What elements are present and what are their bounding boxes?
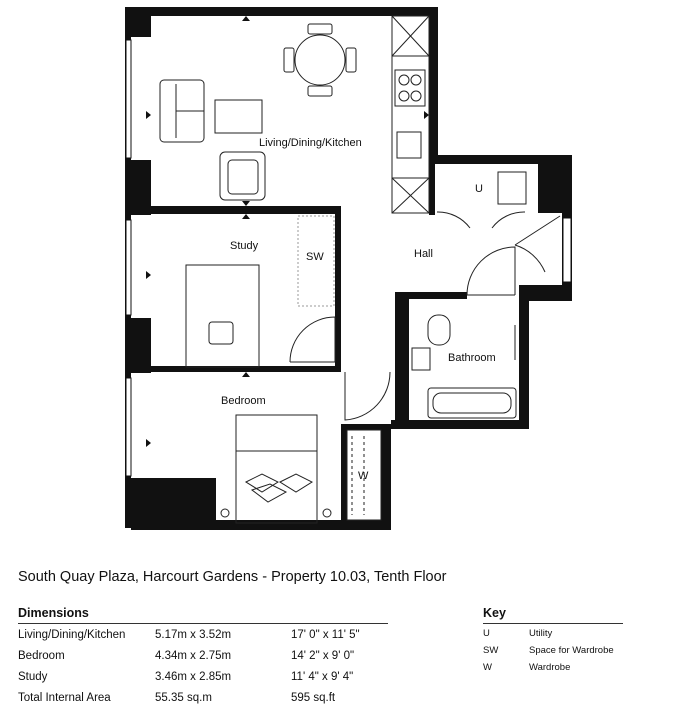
bathroom-door bbox=[467, 247, 515, 295]
room-utility: U bbox=[475, 183, 483, 195]
dimension-imperial: 14' 2" x 9' 0" bbox=[291, 650, 355, 662]
bedside-right bbox=[323, 509, 331, 517]
hob bbox=[395, 70, 425, 106]
utility-doors bbox=[437, 212, 525, 228]
wall-wardrobe-left bbox=[341, 424, 347, 530]
study-door bbox=[290, 317, 335, 362]
wall-bath-left bbox=[395, 292, 409, 429]
dimension-metric: 55.35 sq.m bbox=[155, 692, 212, 704]
key-code: W bbox=[483, 662, 492, 673]
dimension-metric: 3.46m x 2.85m bbox=[155, 671, 232, 683]
bed bbox=[236, 415, 317, 523]
window-right bbox=[563, 218, 571, 282]
window-bedroom bbox=[126, 378, 131, 476]
dimension-metric: 5.17m x 3.52m bbox=[155, 629, 232, 641]
window-study bbox=[126, 220, 131, 315]
room-bedroom: Bedroom bbox=[221, 395, 266, 407]
pillar-left-upper bbox=[131, 160, 151, 215]
dimension-imperial: 595 sq.ft bbox=[291, 692, 336, 704]
key-item bbox=[483, 645, 673, 659]
room-wardrobe: W bbox=[358, 470, 369, 482]
wall-utility-left bbox=[429, 155, 435, 215]
key-heading: Key bbox=[483, 606, 506, 620]
wall-wardrobe-top bbox=[341, 424, 391, 430]
dimension-room: Bedroom bbox=[18, 650, 65, 662]
pillar-left-lower bbox=[131, 318, 151, 373]
entrance-door bbox=[515, 216, 560, 272]
room-hall: Hall bbox=[414, 248, 433, 260]
dimension-metric: 4.34m x 2.75m bbox=[155, 650, 232, 662]
wall-kitchen-right bbox=[429, 7, 438, 155]
key-meaning: Wardrobe bbox=[529, 662, 571, 673]
key-meaning: Utility bbox=[529, 628, 553, 639]
room-study: Study bbox=[230, 240, 259, 252]
dimension-row bbox=[18, 629, 398, 645]
wall-bottom bbox=[131, 520, 391, 530]
coffee-table bbox=[215, 100, 262, 133]
property-title: South Quay Plaza, Harcourt Gardens - Property 10.03, Tenth Floor bbox=[18, 569, 447, 585]
room-sw: SW bbox=[306, 251, 324, 263]
utility-appliance bbox=[498, 172, 526, 204]
toilet bbox=[428, 315, 450, 345]
key-meaning: Space for Wardrobe bbox=[529, 645, 614, 656]
dimension-room: Study bbox=[18, 671, 48, 683]
pillar-top-left bbox=[131, 7, 151, 37]
dimension-row bbox=[18, 692, 398, 708]
key-code: U bbox=[483, 628, 490, 639]
key-code: SW bbox=[483, 645, 499, 656]
room-bathroom: Bathroom bbox=[448, 352, 496, 364]
dimension-row bbox=[18, 650, 398, 666]
bedside-left bbox=[221, 509, 229, 517]
bedroom-door bbox=[345, 372, 390, 420]
key-item bbox=[483, 662, 673, 676]
sink bbox=[397, 132, 421, 158]
wall-living-study bbox=[151, 206, 341, 214]
dimension-room: Living/Dining/Kitchen bbox=[18, 629, 126, 641]
dining-table bbox=[295, 35, 345, 85]
dimensions-heading: Dimensions bbox=[18, 606, 89, 620]
study-desk bbox=[186, 265, 259, 367]
study-chair bbox=[209, 322, 233, 344]
window-living bbox=[126, 40, 131, 158]
key-divider bbox=[483, 623, 623, 624]
dimension-imperial: 17' 0" x 11' 5" bbox=[291, 629, 360, 641]
wall-top bbox=[131, 7, 438, 16]
wall-utility-top bbox=[429, 155, 572, 164]
key-item bbox=[483, 628, 673, 642]
wall-bath-bottom bbox=[391, 420, 529, 429]
basin bbox=[412, 348, 430, 370]
dimension-room: Total Internal Area bbox=[18, 692, 111, 704]
wall-study-right bbox=[335, 206, 341, 366]
dimension-row bbox=[18, 671, 398, 687]
dimensions-divider bbox=[18, 623, 388, 624]
room-living: Living/Dining/Kitchen bbox=[259, 137, 362, 149]
wall-wardrobe-right bbox=[381, 430, 391, 530]
wall-bath-right bbox=[519, 295, 529, 429]
dimension-imperial: 11' 4" x 9' 4" bbox=[291, 671, 354, 683]
